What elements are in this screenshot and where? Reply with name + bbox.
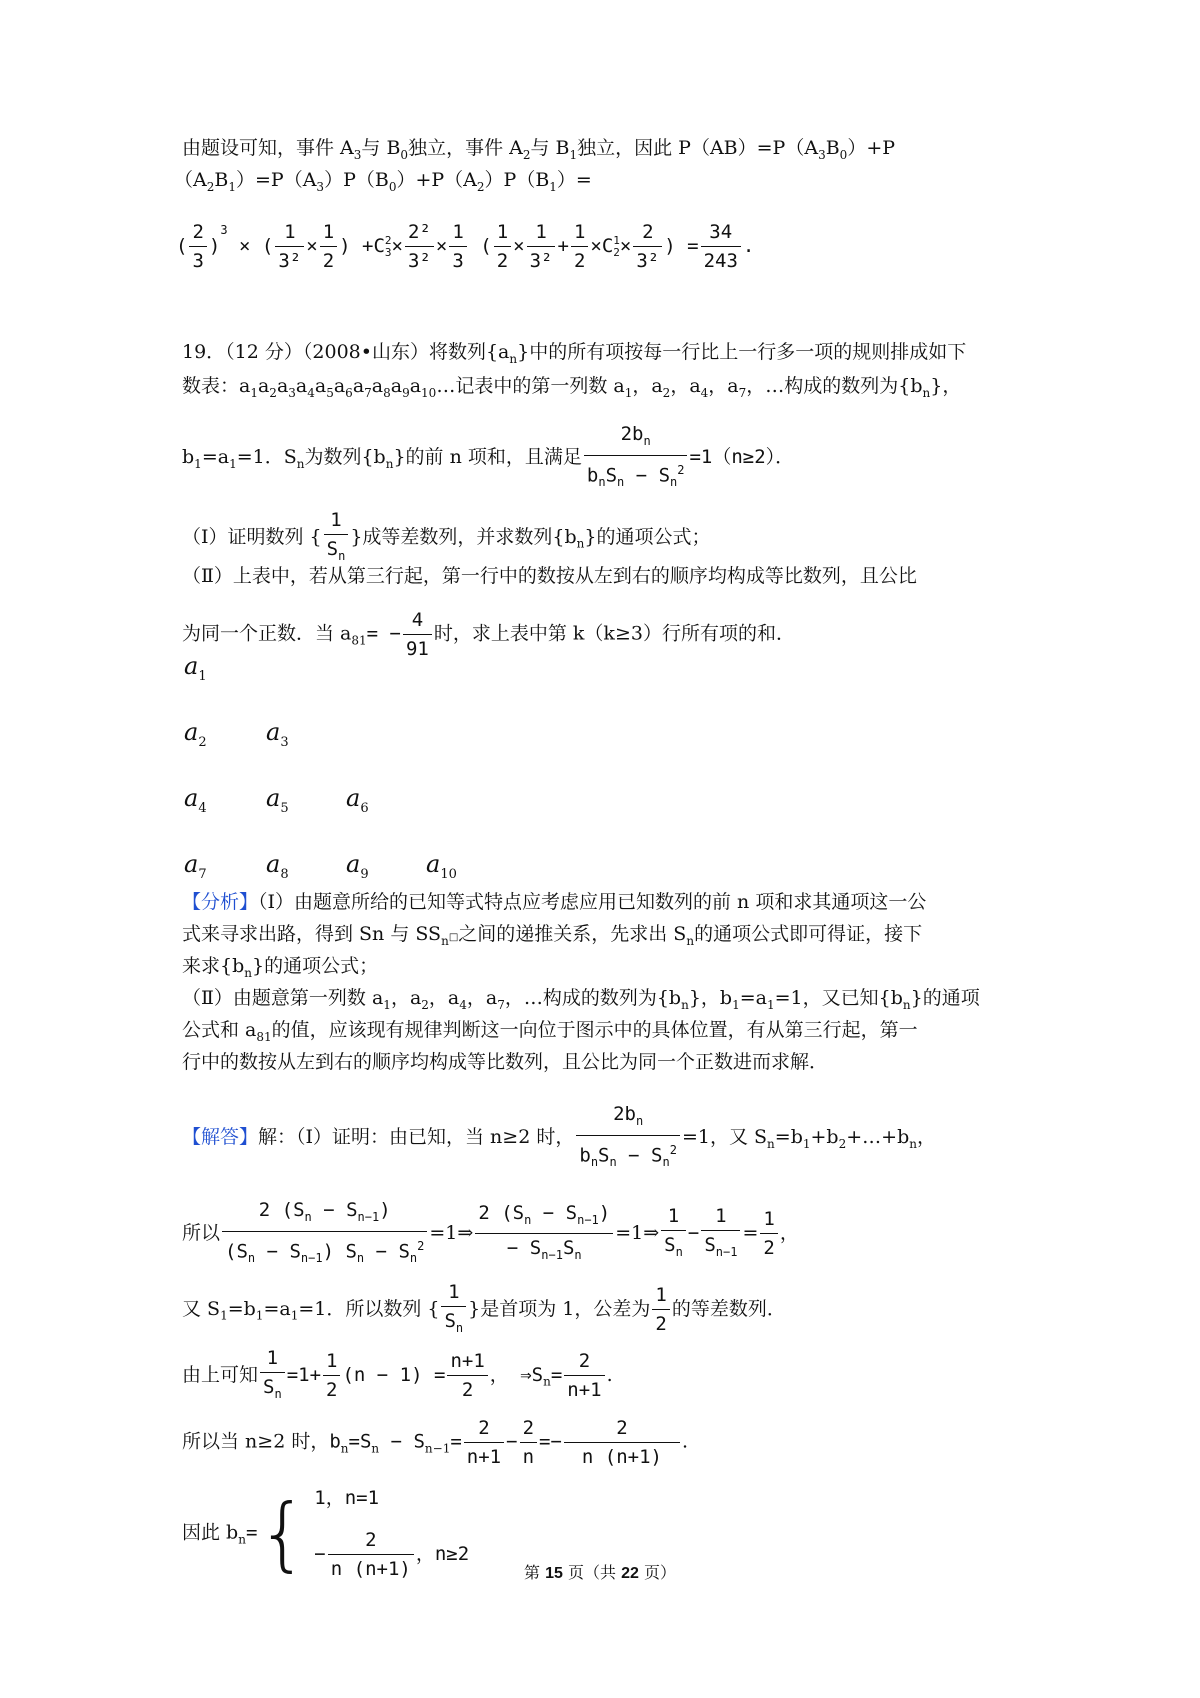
- page-number: 15: [545, 1565, 563, 1582]
- table-cell: $a_8$: [266, 850, 289, 882]
- question-19-line: 19．（12 分）（2008•山东）将数列$\{a_n\}$中的所有项按每一行比上一行多一项的规则排成如下: [182, 341, 967, 366]
- question-19-line: $b_1=a_1=1$．$S_n$为数列$\{b_n\}$的前 n 项和，且满足 $\frac{2b_n}{b_nS_n - S_n^2}$ =1（n≥2）．: [182, 420, 794, 496]
- analysis-line: 式来寻求出路，得到 Sn 与 $SS_n□$之间的递推关系，先求出 $S_n$的通项公式即可得证，接下: [182, 923, 923, 948]
- table-cell: $a_5$: [266, 784, 289, 816]
- solution-line: 所以当 n≥2 时，$b_n=S_n - S_{n-1}=$ $\frac{2}{n+1}$ − $\frac{2}{n}$ =− $\frac{2}{n (n+1)}$ .: [182, 1414, 688, 1471]
- analysis-line: 公式和 $a_{81}$的值，应该现有规律判断这一向位于图示中的具体位置，有从第三行起，第一: [182, 1019, 918, 1044]
- solution-line: 所以 $\frac{2 (S_n - S_{n-1})}{(S_n - S_{n-1}) S_n - S_n^2}$ =1⇒ $\frac{2 (S_n - S_{n-1})}{- S_{n-1}S_n}$ =1⇒ $\frac{1}{S_n}$ − $\frac{1}{S_{n-1}}$ = $\frac{1}{2}$ ，: [182, 1196, 799, 1272]
- table-cell: $a_7$: [184, 850, 207, 882]
- solution-line: 【解答】解：（Ⅰ）证明：由已知，当 n≥2 时， $\frac{2b_n}{b_nS_n - S_n^2}$ =1，又 $S_n=b_1+b_2+\dots+b_n$，: [182, 1100, 936, 1176]
- analysis-line: 行中的数按从左到右的顺序均构成等比数列，且公比为同一个正数进而求解．: [182, 1051, 829, 1073]
- formula-probability: ( $\frac{2}{3}$ )$^3$ × ( $\frac{1}{\text{3²}}$ × $\frac{1}{2}$ ) +C 2 3 × $\frac{\text{2²}}{\text{3²}}$ × $\frac{1}{3}$ ( $\frac{1}{2}$ × $\frac{1}{\text{3²}}$ + $\frac{1}{2}$ ×C 1 2 × $\frac{2}{\text{3²}}$ ) = $\frac{34}{243}$ .: [176, 216, 754, 275]
- text-line: $(A_2B_1)=P(A_3)P(B_0)+P(A_2)P(B_1)=$: [174, 169, 592, 194]
- solution-line: 由上可知 $\frac{1}{S_n}$ =1+ $\frac{1}{2}$ (n − 1) = $\frac{n+1}{2}$ ， $\Rightarrow S_n=$ $\frac{2}{n+1}$ .: [182, 1344, 613, 1408]
- question-19-line: 数表：$a_1a_2a_3a_4a_5a_6a_7a_8a_9a_{10}\dots$记表中的第一列数 $a_1$，$a_2$，$a_4$，$a_7$，…构成的数列为$\{b_n\}$，: [182, 375, 962, 400]
- table-cell: $a_4$: [184, 784, 207, 816]
- solution-line: 因此 $b_n=${ 1，n=1 − $\frac{2}{n (n+1)}$ ，n≥2: [182, 1486, 470, 1580]
- question-19-part2: 为同一个正数．当 $a_{81}=$ − $\frac{4}{91}$ 时，求上表中第 k（k≥3）行所有项的和．: [182, 606, 795, 663]
- analysis-line: （Ⅱ）由题意第一列数 $a_1$，$a_2$，$a_4$，$a_7$，…构成的数列为$\{b_n\}$，$b_1=a_1=1$，又已知$\{b_n\}$的通项: [182, 987, 980, 1012]
- table-cell: $a_{10}$: [426, 850, 457, 882]
- page-footer: 第 15 页（共 22 页）: [524, 1563, 676, 1582]
- table-cell: $a_6$: [346, 784, 369, 816]
- text-line: 由题设可知，事件 $A_3$与 $B_0$独立，事件 $A_2$与 $B_1$独立，因此 $P(AB)=P(A_3B_0)+P$: [182, 137, 896, 162]
- table-cell: $a_3$: [266, 718, 289, 750]
- table-cell: $a_9$: [346, 850, 369, 882]
- solution-tag: 【解答】: [182, 1125, 259, 1148]
- left-brace: {: [257, 1486, 309, 1580]
- question-19-part1: （Ⅰ）证明数列 { $\frac{1}{S_n}$ }成等差数列，并求数列$\{b_n\}$的通项公式；: [182, 506, 711, 570]
- analysis-line: 【分析】（Ⅰ）由题意所给的已知等式特点应考虑应用已知数列的前 n 项和求其通项这一公: [182, 891, 927, 913]
- analysis-tag: 【分析】: [182, 891, 259, 913]
- analysis-line: 来求$\{b_n\}$的通项公式；: [182, 955, 379, 980]
- page-total: 22: [621, 1565, 639, 1582]
- table-cell: $a_1$: [184, 652, 207, 684]
- table-cell: $a_2$: [184, 718, 207, 750]
- solution-line: 又 $S_1=b_1=a_1=1$．所以数列 { $\frac{1}{S_n}$ }是首项为 1，公差为 $\frac{1}{2}$ 的等差数列．: [182, 1278, 786, 1342]
- question-19-part2: （Ⅱ）上表中，若从第三行起，第一行中的数按从左到右的顺序均构成等比数列，且公比: [182, 565, 917, 587]
